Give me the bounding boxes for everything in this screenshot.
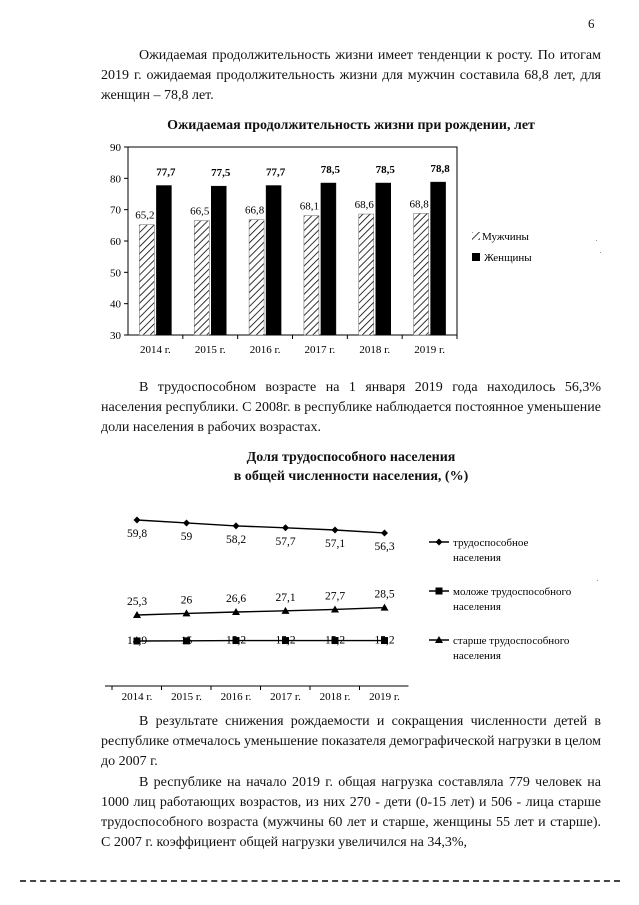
legend-label-line2: населения (453, 552, 501, 564)
data-label: 27,1 (275, 591, 296, 604)
paragraph-total-load: В республике на начало 2019 г. общая нагрузка составляла 779 человек на 1000 лиц работающих возрастов, из них 270 - дети (0-15 лет) и 506 - лица старше трудоспособного возраста (мужчины 60 лет и старше, женщины 55 лет и старше). С 2007 г. коэффициент общей нагрузки увеличился на 34,3%, (101, 775, 601, 850)
bar-women (156, 186, 171, 335)
x-tick-label: 2014 г. (140, 344, 171, 356)
x-tick-label: 2019 г. (369, 691, 400, 703)
data-label: 59,8 (126, 528, 148, 540)
data-label: 15,2 (374, 634, 395, 647)
legend-label-line1: трудоспособное (453, 537, 529, 549)
legend-label-line2: населения (453, 650, 501, 662)
marker-diamond (134, 517, 141, 524)
data-label: 59 (180, 530, 193, 543)
bar-men (249, 220, 264, 335)
bar-men (194, 221, 209, 335)
data-label: 57,7 (275, 535, 296, 548)
life-expectancy-bar-chart (95, 135, 615, 370)
plot-frame (128, 147, 457, 335)
data-label: 56,3 (374, 540, 395, 553)
data-label: 15,2 (275, 634, 296, 647)
scan-speck (596, 240, 597, 241)
x-tick-label: 2019 г. (414, 344, 445, 356)
scan-speck (600, 252, 601, 253)
series-line-diamond (137, 520, 385, 533)
legend-marker-diamond (436, 539, 443, 546)
bar-men (359, 214, 374, 335)
scan-speck (597, 580, 598, 581)
data-label-men: 66,8 (244, 204, 265, 217)
y-tick-label: 50 (110, 267, 121, 280)
data-label-women: 77,7 (156, 166, 176, 179)
data-label-women: 78,8 (430, 163, 450, 176)
data-label-women: 77,5 (211, 167, 231, 180)
data-label: 15 (180, 634, 193, 647)
marker-diamond (332, 526, 339, 533)
working-age-share-line-chart (95, 500, 615, 710)
x-tick-label: 2017 г. (304, 344, 336, 356)
marker-diamond (183, 519, 190, 526)
y-tick-label: 90 (110, 142, 121, 154)
x-tick-label: 2014 г. (121, 691, 153, 703)
chart2-title-line1: Доля трудоспособного населения (246, 450, 456, 465)
data-label-women: 78,5 (320, 164, 341, 177)
marker-diamond (282, 524, 289, 531)
data-label: 15,2 (324, 634, 346, 647)
y-tick-label: 30 (110, 330, 121, 342)
data-label: 28,5 (374, 588, 395, 601)
bar-men (414, 213, 429, 335)
bar-women (321, 183, 336, 335)
chart1-title: Ожидаемая продолжительность жизни при рождении, лет (167, 118, 535, 133)
bar-men (304, 216, 319, 335)
x-tick-label: 2016 г. (220, 691, 252, 703)
legend-swatch-men (472, 232, 480, 240)
x-tick-label: 2017 г. (270, 691, 301, 703)
data-label: 25,3 (126, 596, 148, 608)
data-label-men: 68,1 (299, 200, 320, 213)
paragraph-demographic-load: В результате снижения рождаемости и сокращения численности детей в республике отмечалось уменьшение показателя демографической нагрузки в целом до 2007 г. (101, 714, 601, 769)
y-tick-label: 60 (110, 236, 121, 248)
data-label: 26 (180, 594, 193, 607)
marker-diamond (381, 529, 388, 536)
data-label: 15,2 (225, 634, 247, 647)
bar-men (139, 225, 154, 335)
data-label: 57,1 (324, 537, 346, 550)
y-tick-label: 70 (110, 204, 121, 217)
scan-bottom-edge (20, 880, 620, 882)
legend-label-men: Мужчины (482, 231, 529, 243)
data-label: 27,7 (324, 590, 346, 603)
marker-diamond (233, 522, 240, 529)
legend-label-line2: населения (453, 601, 501, 613)
data-label-women: 78,5 (375, 164, 395, 177)
chart2-title-line2: в общей численности населения, (%) (233, 469, 469, 484)
x-tick-label: 2016 г. (249, 344, 281, 356)
legend-marker-square (436, 588, 443, 595)
paragraph-working-age: В трудоспособном возрасте на 1 января 2019 года находилось 56,3% населения республики. С 2008г. в республике наблюдается постоянное уменьшение доли населения в рабочих возрастах. (101, 380, 601, 435)
data-label-women: 77,7 (265, 166, 286, 179)
data-label-men: 66,5 (190, 205, 210, 218)
legend-label-line1: старше трудоспособного (453, 635, 570, 647)
x-tick-label: 2015 г. (194, 344, 226, 356)
bar-women (266, 186, 281, 335)
data-label-men: 65,2 (135, 209, 155, 222)
data-label-men: 68,8 (409, 198, 429, 211)
data-label-men: 68,6 (354, 199, 374, 212)
legend-label-women: Женщины (484, 252, 532, 264)
x-tick-label: 2018 г. (319, 691, 351, 703)
bar-women (431, 182, 446, 335)
data-label: 58,2 (225, 533, 247, 546)
bar-women (376, 183, 391, 335)
series-line-triangle (137, 608, 385, 615)
data-label: 26,6 (225, 593, 247, 606)
legend-swatch-women (472, 253, 480, 261)
y-tick-label: 80 (110, 173, 121, 186)
legend-label-line1: моложе трудоспособного (453, 586, 572, 598)
data-label: 14,9 (126, 635, 148, 647)
page-number: 6 (588, 16, 595, 31)
paragraph-life-expectancy: Ожидаемая продолжительность жизни имеет тенденции к росту. По итогам 2019 г. ожидаемая продолжительность жизни для мужчин составила 68,8 лет, для женщин – 78,8 лет. (101, 48, 601, 103)
x-tick-label: 2018 г. (359, 344, 391, 356)
y-tick-label: 40 (110, 298, 121, 311)
x-tick-label: 2015 г. (171, 691, 202, 703)
bar-women (211, 186, 226, 335)
